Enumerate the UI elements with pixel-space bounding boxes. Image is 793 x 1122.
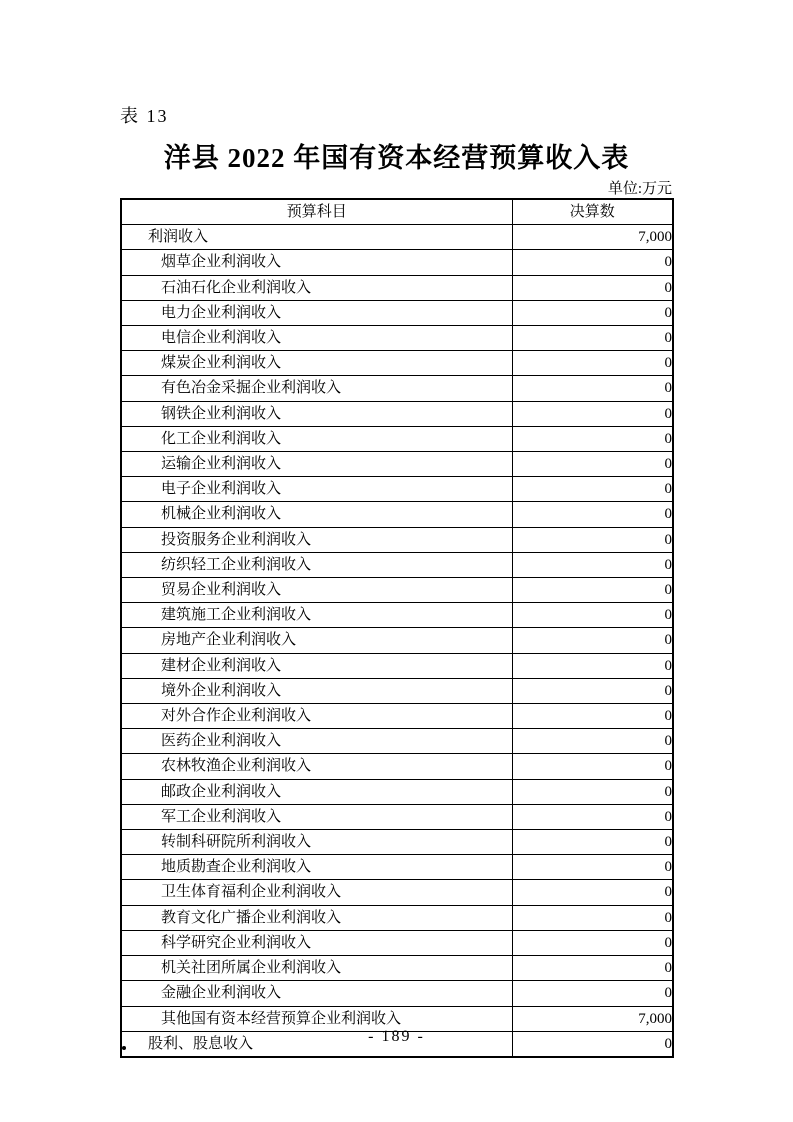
budget-item-value: 0 [512,376,673,401]
table-number-label: 表 13 [120,106,169,126]
budget-item-label: 石油石化企业利润收入 [121,275,512,300]
budget-item-value: 0 [512,754,673,779]
budget-item-label: 卫生体育福利企业利润收入 [121,880,512,905]
budget-item-value: 0 [512,905,673,930]
budget-item-label: 农林牧渔企业利润收入 [121,754,512,779]
table-row [121,804,673,829]
table-row [121,578,673,603]
budget-item-label: 科学研究企业利润收入 [121,930,512,955]
budget-item-value: 0 [512,779,673,804]
budget-item-value: 0 [512,804,673,829]
table-row [121,452,673,477]
budget-item-label: 钢铁企业利润收入 [121,401,512,426]
budget-item-value: 0 [512,1031,673,1057]
budget-item-label: 电力企业利润收入 [121,300,512,325]
budget-item-label: 建筑施工企业利润收入 [121,603,512,628]
table-row [121,502,673,527]
page-number: - 189 - [368,1028,425,1045]
table-row [121,981,673,1006]
table-row [121,779,673,804]
table-row [121,250,673,275]
table-row [121,830,673,855]
budget-item-value: 0 [512,401,673,426]
budget-table [120,198,672,1058]
budget-item-label: 机关社团所属企业利润收入 [121,956,512,981]
budget-item-value: 0 [512,426,673,451]
budget-item-value: 0 [512,275,673,300]
budget-item-value: 0 [512,704,673,729]
budget-item-value: 0 [512,981,673,1006]
unit-note: 单位:万元 [607,181,672,197]
budget-item-value: 0 [512,956,673,981]
table-row [121,729,673,754]
table-row [121,603,673,628]
budget-item-value: 0 [512,855,673,880]
budget-item-value: 0 [512,502,673,527]
budget-item-label: 军工企业利润收入 [121,804,512,829]
budget-item-label: 投资服务企业利润收入 [121,527,512,552]
table-row [121,956,673,981]
table-row [121,855,673,880]
table-row [121,527,673,552]
budget-item-label: 化工企业利润收入 [121,426,512,451]
budget-item-value: 0 [512,653,673,678]
budget-item-label: 纺织轻工企业利润收入 [121,552,512,577]
budget-item-label: 建材企业利润收入 [121,653,512,678]
budget-item-label: 地质勘查企业利润收入 [121,855,512,880]
budget-item-label: 房地产企业利润收入 [121,628,512,653]
budget-item-value: 7,000 [512,1006,673,1031]
budget-item-label: 对外合作企业利润收入 [121,704,512,729]
budget-item-label: 邮政企业利润收入 [121,779,512,804]
table-row [121,401,673,426]
page-title: 洋县 2022 年国有资本经营预算收入表 [163,143,630,173]
budget-item-value: 0 [512,326,673,351]
budget-item-label: 教育文化广播企业利润收入 [121,905,512,930]
table-row [121,552,673,577]
budget-item-label: 电信企业利润收入 [121,326,512,351]
budget-item-label: 有色冶金采掘企业利润收入 [121,376,512,401]
budget-item-label: 机械企业利润收入 [121,502,512,527]
table-row [121,326,673,351]
budget-item-value: 0 [512,603,673,628]
budget-item-label: 金融企业利润收入 [121,981,512,1006]
table-row [121,351,673,376]
budget-item-label: 转制科研院所利润收入 [121,830,512,855]
budget-item-value: 0 [512,628,673,653]
budget-item-value: 0 [512,930,673,955]
table-row [121,754,673,779]
table-row [121,628,673,653]
table-row [121,880,673,905]
table-row [121,905,673,930]
table-header-row [121,199,673,225]
budget-item-value: 0 [512,578,673,603]
budget-item-label: 运输企业利润收入 [121,452,512,477]
budget-item-value: 0 [512,300,673,325]
budget-item-value: 0 [512,527,673,552]
budget-item-label: 其他国有资本经营预算企业利润收入 [121,1006,512,1031]
budget-item-value: 0 [512,452,673,477]
budget-item-value: 7,000 [512,225,673,250]
budget-item-value: 0 [512,477,673,502]
budget-item-label: 股利、股息收入 [121,1031,512,1057]
table-row [121,300,673,325]
budget-item-label: 电子企业利润收入 [121,477,512,502]
budget-item-label: 煤炭企业利润收入 [121,351,512,376]
budget-item-label: 境外企业利润收入 [121,678,512,703]
budget-item-label: 利润收入 [121,225,512,250]
table-row [121,426,673,451]
table-row [121,704,673,729]
table-row [121,376,673,401]
budget-item-label: 贸易企业利润收入 [121,578,512,603]
budget-item-value: 0 [512,351,673,376]
budget-item-value: 0 [512,830,673,855]
budget-item-label: 医药企业利润收入 [121,729,512,754]
column-header-subject: 预算科目 [121,199,512,225]
budget-item-value: 0 [512,552,673,577]
table-row [121,930,673,955]
budget-item-value: 0 [512,729,673,754]
budget-item-value: 0 [512,678,673,703]
table-row [121,225,673,250]
budget-item-value: 0 [512,250,673,275]
table-row [121,477,673,502]
table-row [121,653,673,678]
table-row [121,678,673,703]
scan-artifact-dot [122,1046,126,1050]
budget-item-value: 0 [512,880,673,905]
budget-item-label: 烟草企业利润收入 [121,250,512,275]
column-header-amount: 决算数 [512,199,673,225]
table-row [121,275,673,300]
